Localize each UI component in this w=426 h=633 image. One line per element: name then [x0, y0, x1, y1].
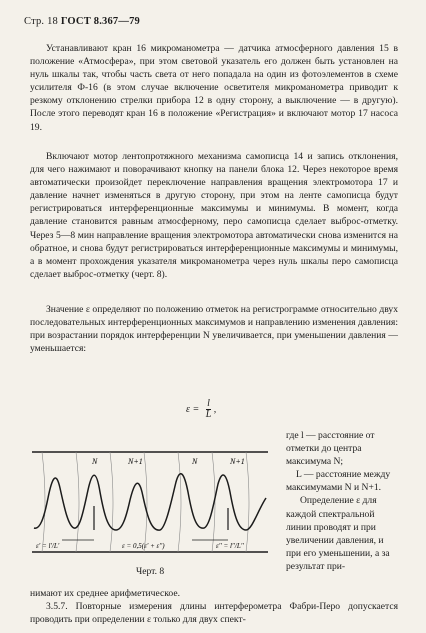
body-text-2	[30, 150, 398, 281]
epsilon-formula	[186, 399, 216, 420]
interferogram-figure	[32, 448, 268, 558]
formula-trail: ,	[213, 403, 217, 415]
label-n: N	[92, 457, 98, 466]
label-n-plus-1-second: N+1	[230, 457, 245, 466]
formula-denominator: L	[205, 409, 212, 420]
interference-curve	[34, 474, 266, 530]
paragraph-3: Значение ε определяют по положению отметок на регистрограмме относительно двух последовательных интерференционных максимумов и направлению изменения давления: при возрастании порядок интерференции N увеличивается, при уменьшении давления — уменьшается:	[30, 304, 398, 355]
figure-caption: Черт. 8	[136, 566, 165, 577]
formula-lhs: ε =	[186, 403, 200, 415]
side-text-3: Определение ε для каждой спектральной линии проводят и при увеличении давления, и при его уменьшении, а за результат при-	[286, 495, 390, 572]
body-text-3	[30, 303, 398, 355]
side-text-2: L — расстояние между максимумами N и N+1.	[286, 469, 391, 494]
label-epsilon-prime: ε' = l'/L'	[36, 542, 60, 550]
formula-fraction	[206, 399, 212, 420]
page-number: Стр. 18	[24, 16, 58, 27]
label-n-second: N	[192, 457, 198, 466]
label-epsilon-double-prime: ε'' = l''/L''	[216, 542, 244, 550]
bottom-line-1: нимают их среднее арифметическое.	[30, 588, 180, 599]
grid-arcs	[42, 452, 249, 552]
body-text	[30, 42, 398, 134]
paragraph-1: Устанавливают кран 16 микроманометра — датчика атмосферного давления 15 в положение «Атмосфера», при этом световой указатель его должен быть установлен на нуль шкалы так, чтобы часть света от него попадала на один из фотоэлементов в схеме усилителя Ф-16 (в этом случае включение осветителя микроманометра приводит к резкому отклонению стрелки прибора 12 в одну сторону, а выключение — в другую). После этого переводят кран 16 в положение «Регистрация» и включают мотор 17 насоса 19.	[30, 43, 398, 133]
label-epsilon-average: ε = 0,5(ε' + ε'')	[122, 542, 165, 550]
side-text	[286, 429, 398, 573]
bottom-paragraph: 3.5.7. Повторные измерения длины интерферометра Фабри-Перо допускается проводить при определении ε только для двух спект-	[30, 601, 398, 626]
side-text-1: где l — расстояние от отметки до центра максимума N;	[286, 430, 375, 468]
page-header	[24, 16, 140, 27]
paragraph-2: Включают мотор лентопротяжного механизма самописца 14 и запись отклонения, для чего нажимают и поворачивают кнопку на панели блока 12. Через некоторое время автоматически произойдет переключение направления вращения электромотора 17 и давление начнет изменяться в другую сторону, при этом на ленте самописца будут регистрироваться интерференционные максимумы и минимумы. В момент, когда давление становится равным атмосферному, перо самописца сделает выброс-отметку. Через 5—8 мин направление вращения электромотора автоматически снова изменится на обратное, и снова будут регистрироваться интерференционные максимумы и минимумы, а в момент прохождения указателя микроманометра через нуль шкалы перо самописца сделает выброс-отметку (черт. 8).	[30, 151, 398, 280]
bottom-text	[30, 587, 398, 626]
label-n-plus-1: N+1	[128, 457, 143, 466]
formula-numerator: l	[207, 398, 210, 409]
standard-number: ГОСТ 8.367—79	[60, 16, 140, 27]
